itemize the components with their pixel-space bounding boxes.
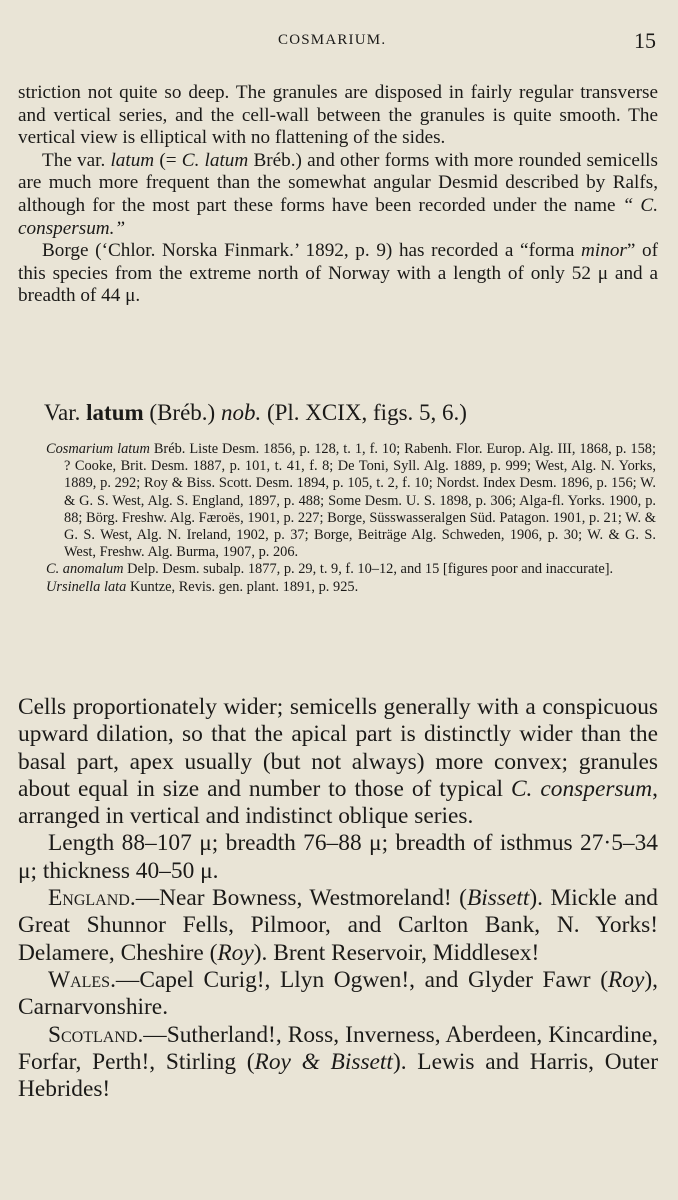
running-head: COSMARIUM.	[278, 32, 387, 48]
measurements-paragraph: Length 88–107 μ; breadth 76–88 μ; breadth of isthmus 27·5–34 μ; thickness 40–50 μ.	[18, 830, 658, 884]
intro-paragraphs	[18, 82, 658, 308]
synonymy-list	[46, 441, 656, 596]
page-header	[0, 28, 678, 58]
variety-heading: Var. latum (Bréb.) nob. (Pl. XCIX, figs. 5, 6.)	[44, 400, 467, 425]
distribution-wales: Wales.—Capel Curig!, Llyn Ogwen!, and Glyder Fawr (Roy), Carnarvonshire.	[18, 966, 658, 1021]
page-number: 15	[634, 28, 656, 53]
variety-description	[18, 694, 658, 1103]
synonym-entry: Ursinella lata Kuntze, Revis. gen. plant. 1891, p. 925.	[46, 578, 359, 595]
paragraph-borge: Borge (‘Chlor. Norska Finmark.’ 1892, p. 9) has recorded a “forma minor” of this species from the extreme north of Norway with a length of only 52 μ and a breadth of 44 μ.	[18, 240, 659, 307]
synonym-entry: Cosmarium latum Bréb. Liste Desm. 1856, p. 128, t. 1, f. 10; Rabenh. Flor. Europ. Alg. III, 1868, p. 158; ? Cooke, Brit. Desm. 1887, p. 101, t. 41, f. 8; De Toni, Syll. Alg. 1889, p. 999; West, Alg. N. Yorks, 1889, p. 292; Roy & Biss. Scott. Desm. 1894, p. 105, t. 2, f. 10; Nordst. Index Desm. 1896, p. 156; W. & G. S. West, Alg. S. England, 1897, p. 488; Some Desm. U. S. 1898, p. 306; Alga-fl. Yorks. 1900, p. 88; Börg. Freshw. Alg. Færoës, 1901, p. 227; Borge, Süsswasseralgen Süd. Patagon. 1901, p. 21; W. & G. S. West, Alg. N. Ireland, 1902, p. 37; Borge, Beiträge Alg. Schweden, 1906, p. 30; W. & G. S. West, Freshw. Alg. Burma, 1907, p. 206.	[46, 441, 657, 561]
paragraph-granules: striction not quite so deep. The granules are disposed in fairly regular transverse and vertical series, and the cell-wall between the granules is quite smooth. The vertical view is elliptical with no flattening of the sides.	[18, 82, 658, 149]
distribution-england: England.—Near Bowness, Westmoreland! (Bissett). Mickle and Great Shunnor Fells, Pilmoor, and Carlton Bank, N. Yorks! Delamere, Cheshire (Roy). Brent Reservoir, Middlesex!	[18, 885, 658, 966]
description-paragraph: Cells proportionately wider; semicells generally with a conspicuous upward dilation, so that the apical part is distinctly wider than the basal part, apex usually (but not always) more convex; granules about equal in size and number to those of typical C. conspersum, arranged in vertical and indistinct oblique series.	[18, 694, 658, 830]
paragraph-var-latum: The var. latum (= C. latum Bréb.) and other forms with more rounded semicells are much more frequent than the somewhat angular Desmid described by Ralfs, although for the most part these forms have been recorded under the name “ C. conspersum.”	[18, 149, 658, 239]
synonym-entry: C. anomalum Delp. Desm. subalp. 1877, p. 29, t. 9, f. 10–12, and 15 [figures poor and inaccurate].	[46, 561, 614, 578]
distribution-scotland: Scotland.—Sutherland!, Ross, Inverness, Aberdeen, Kincardine, Forfar, Perth!, Stirling (Roy & Bissett). Lewis and Harris, Outer Hebrides!	[18, 1021, 658, 1103]
